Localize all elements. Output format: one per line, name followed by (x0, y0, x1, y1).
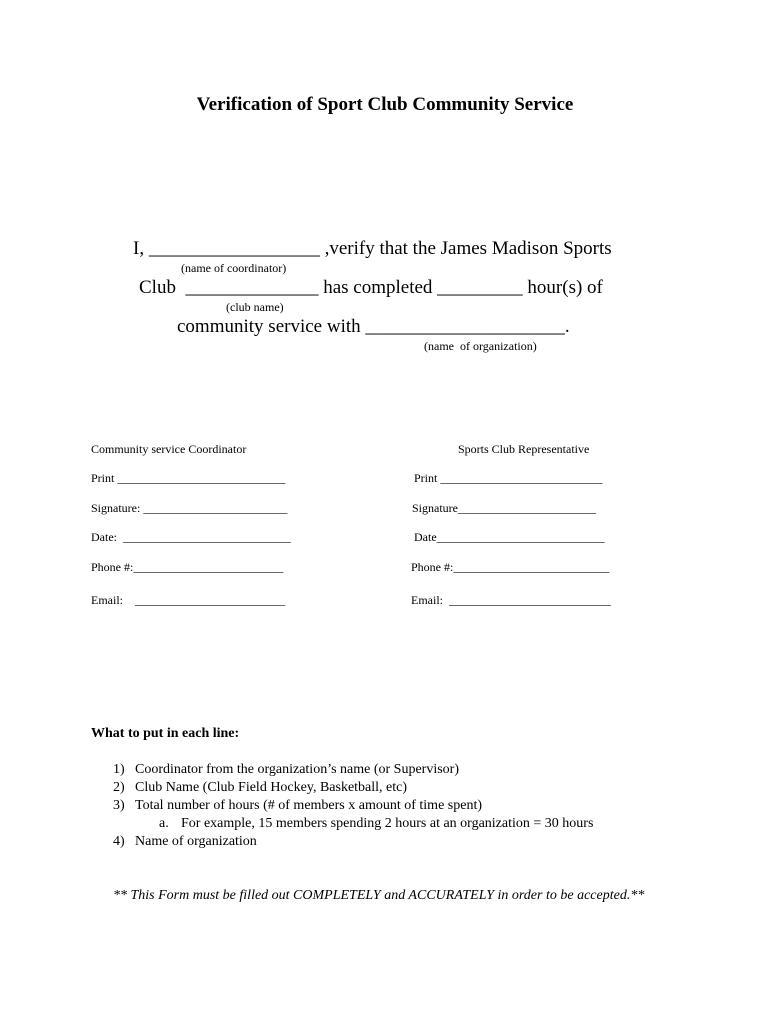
list-item-number: 2) (113, 780, 125, 795)
coordinator-date-field[interactable]: Date: ____________________________ (91, 530, 291, 544)
completion-note: ** This Form must be filled out COMPLETELY and ACCURATELY in order to be accepted.** (113, 888, 645, 903)
list-item-text: Name of organization (135, 834, 257, 849)
coordinator-heading: Community service Coordinator (91, 442, 247, 456)
list-item-text: Coordinator from the organization’s name (or Supervisor) (135, 762, 459, 777)
form-title: Verification of Sport Club Community Service (196, 94, 574, 115)
list-item-text: Club Name (Club Field Hockey, Basketball, etc) (135, 780, 408, 795)
representative-date-field[interactable]: Date____________________________ (414, 530, 605, 544)
representative-signature-field[interactable]: Signature_______________________ (412, 501, 596, 515)
coordinator-phone-field[interactable]: Phone #:_________________________ (91, 560, 284, 574)
representative-heading: Sports Club Representative (458, 442, 590, 456)
list-item-number: 1) (113, 762, 125, 777)
coordinator-print-field[interactable]: Print ____________________________ (91, 471, 286, 485)
list-item-number: a. (159, 816, 169, 831)
list-item-text: Total number of hours (# of members x amount of time spent) (135, 798, 482, 813)
list-item (113, 780, 407, 796)
list-item-text: For example, 15 members spending 2 hours at an organization = 30 hours (181, 816, 594, 831)
list-item (113, 798, 482, 814)
club-name-caption: (club name) (226, 300, 284, 314)
list-item (113, 834, 257, 850)
list-item-number: 3) (113, 798, 125, 813)
instructions-heading: What to put in each line: (91, 726, 240, 741)
statement-line-2: Club ______________ has completed _________ hour(s) of (139, 277, 603, 298)
list-item (159, 816, 593, 832)
statement-line-3: community service with _____________________. (177, 316, 570, 337)
organization-name-caption: (name of organization) (424, 339, 537, 353)
list-item (113, 762, 459, 778)
representative-email-field[interactable]: Email: ___________________________ (411, 593, 611, 607)
coordinator-signature-field[interactable]: Signature: ________________________ (91, 501, 288, 515)
statement-line-1: I, __________________ ,verify that the James Madison Sports (133, 238, 612, 259)
list-item-number: 4) (113, 834, 125, 849)
representative-phone-field[interactable]: Phone #:__________________________ (411, 560, 610, 574)
representative-print-field[interactable]: Print ___________________________ (414, 471, 603, 485)
coordinator-name-caption: (name of coordinator) (181, 261, 287, 275)
coordinator-email-field[interactable]: Email: _________________________ (91, 593, 285, 607)
